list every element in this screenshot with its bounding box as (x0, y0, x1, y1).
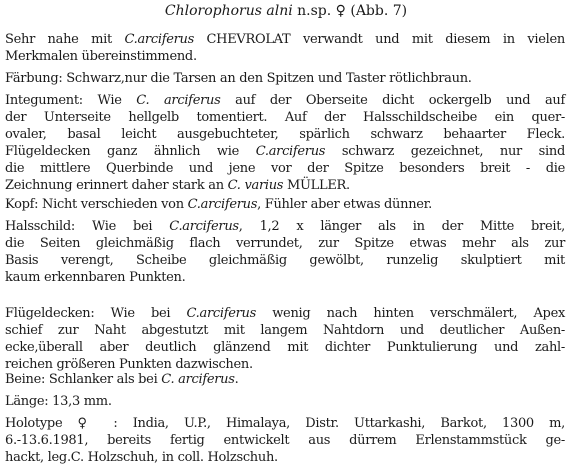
text-segment: Beine: Schlanker als bei (5, 372, 162, 387)
text-segment: Halsschild: Wie bei (5, 219, 170, 234)
text-line (5, 31, 565, 48)
text-segment: reichen größeren Punkten dazwischen. (5, 357, 253, 372)
species-title-rest: n.sp. ♀ (Abb. 7) (297, 3, 408, 19)
text-segment: Länge: 13,3 mm. (5, 394, 112, 409)
taxon-name: C.arciferus (187, 197, 258, 212)
text-segment: Merkmalen übereinstimmend. (5, 49, 197, 64)
text-line (5, 143, 565, 160)
text-segment: CHEVROLAT verwandt und mit diesem in vielen (193, 32, 565, 47)
text-segment: Flügeldecken ganz ähnlich wie (5, 144, 256, 159)
text-line (5, 70, 565, 87)
text-segment: MÜLLER. (283, 178, 350, 193)
paragraph-length (5, 393, 565, 410)
text-segment: Basis verengt, Scheibe gleichmäßig gewölbt, runzelig skulptiert mit (5, 253, 565, 268)
taxon-name: C. arciferus (161, 372, 235, 387)
text-segment: . (234, 372, 239, 387)
text-line (5, 218, 565, 235)
text-line (5, 371, 565, 388)
species-title (0, 3, 572, 20)
text-line (5, 393, 565, 410)
text-segment: kaum erkennbaren Punkten. (5, 270, 186, 285)
paragraph-integument (5, 92, 565, 194)
text-segment: , Fühler aber etwas dünner. (257, 197, 432, 212)
paragraph-intro (5, 31, 565, 65)
paragraph-elytra (5, 305, 565, 373)
text-line (5, 160, 565, 177)
text-segment: die Seiten gleichmäßig flach verrundet, zur Spitze etwas mehr als zur (5, 236, 565, 251)
text-line (5, 252, 565, 269)
text-segment: der Unterseite hellgelb tomentiert. Auf der Halsschildscheibe ein quer- (5, 110, 565, 125)
species-name: Chlorophorus alni (164, 3, 293, 19)
taxon-name: C.arciferus (186, 306, 256, 321)
text-line (5, 269, 565, 286)
text-line (5, 339, 565, 356)
text-segment: auf der Oberseite dicht ockergelb und auf (220, 93, 565, 108)
text-segment: Holotype ♀ : India, U.P., Himalaya, Distr. Uttarkashi, Barkot, 1300 m, (5, 416, 565, 431)
taxon-name: C. arciferus (136, 93, 221, 108)
text-line (5, 305, 565, 322)
text-segment: Färbung: Schwarz,nur die Tarsen an den Spitzen und Taster rötlichbraun. (5, 71, 472, 86)
text-segment: die mittlere Querbinde und jene vor der Spitze besonders breit - die (5, 161, 565, 176)
text-segment: ovaler, basal leicht ausgebuchteter, spärlich schwarz behaarter Fleck. (5, 127, 565, 142)
text-segment: ecke,überall aber deutlich glänzend mit dichter Punktulierung und zahl- (5, 340, 565, 355)
text-line (5, 177, 565, 194)
text-line (5, 126, 565, 143)
text-line (5, 92, 565, 109)
taxon-name: C.arciferus (255, 144, 326, 159)
text-segment: Flügeldecken: Wie bei (5, 306, 187, 321)
text-segment: Kopf: Nicht verschieden von (5, 197, 188, 212)
text-line (5, 432, 565, 449)
text-segment: schwarz gezeichnet, nur sind (325, 144, 565, 159)
text-line (5, 415, 565, 432)
text-line (5, 322, 565, 339)
text-line (5, 235, 565, 252)
taxon-name: C.arciferus (124, 32, 194, 47)
paragraph-coloration (5, 70, 565, 87)
text-segment: schief zur Naht abgestutzt mit langem Nahtdorn und deutlicher Außen- (5, 323, 565, 338)
taxon-name: C. varius (227, 178, 284, 193)
text-segment: Sehr nahe mit (5, 32, 125, 47)
text-segment: Integument: Wie (5, 93, 137, 108)
text-segment: , 1,2 x länger als in der Mitte breit, (238, 219, 565, 234)
text-line (5, 449, 565, 466)
text-line (5, 196, 565, 213)
text-line (5, 48, 565, 65)
text-segment: 6.-13.6.1981, bereits fertig entwickelt aus dürrem Erlenstammstück ge- (5, 433, 565, 448)
taxon-name: C.arciferus (169, 219, 239, 234)
text-segment: wenig nach hinten verschmälert, Apex (255, 306, 566, 321)
text-line (5, 109, 565, 126)
paragraph-legs (5, 371, 565, 388)
text-segment: hackt, leg.C. Holzschuh, in coll. Holzschuh. (5, 450, 278, 465)
paragraph-head (5, 196, 565, 213)
text-segment: Zeichnung erinnert daher stark an (5, 178, 228, 193)
paragraph-holotype (5, 415, 565, 466)
paragraph-pronotum (5, 218, 565, 286)
